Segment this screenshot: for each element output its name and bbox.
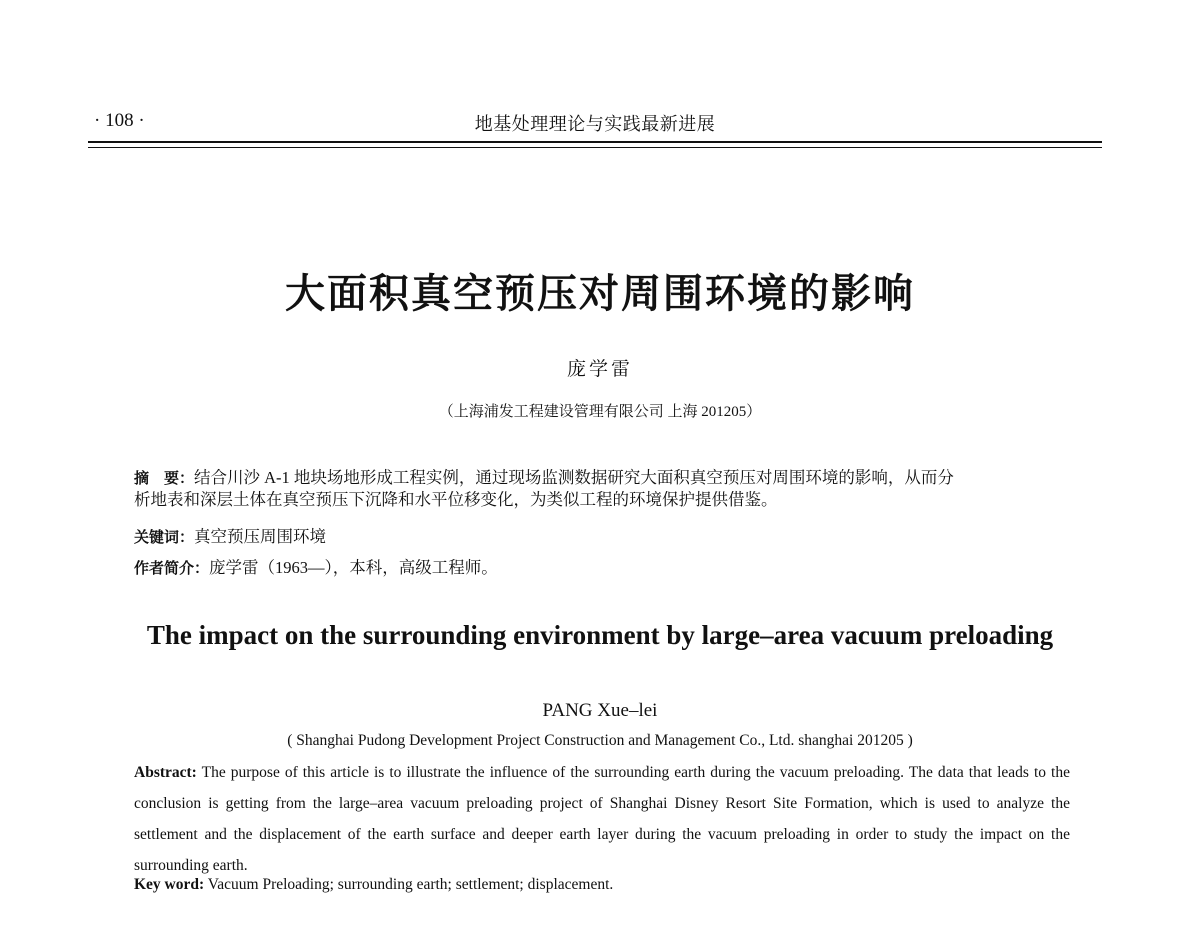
english-author: PANG Xue–lei <box>542 700 658 721</box>
chinese-abstract-line1: 结合川沙 A-1 地块场地形成工程实例，通过现场监测数据研究大面积真空预压对周围环境的影响，从而分 <box>194 468 954 487</box>
page-number: · 108 · <box>94 110 145 131</box>
chinese-title: 大面积真空预压对周围环境的影响 <box>285 271 915 317</box>
english-abstract-text: The purpose of this article is to illustrate the influence of the surrounding earth during the vacuum preloading. The data that leads to the conclusion is getting from the large–area vacuum preloading project of Shanghai Disney Resort Site Formation, which is used to analyze the settlement and the displacement of the earth surface and deeper earth layer during the vacuum preloading in order to study the impact on the surrounding earth. <box>134 764 1070 874</box>
english-abstract <box>134 757 1070 881</box>
english-keywords <box>134 876 1070 894</box>
chinese-bio-label: 作者简介： <box>134 559 210 577</box>
chinese-author: 庞学雷 <box>566 359 633 380</box>
chinese-abstract-label: 摘 要： <box>134 469 195 487</box>
chinese-keywords-text: 真空预压周围环境 <box>194 527 327 546</box>
english-affiliation: ( Shanghai Pudong Development Project Construction and Management Co., Ltd. shanghai 201205 ) <box>287 732 913 749</box>
journal-title: 地基处理理论与实践最新进展 <box>474 114 716 134</box>
chinese-abstract <box>134 467 1074 511</box>
chinese-keywords <box>134 526 1074 548</box>
english-keywords-label: Key word: <box>134 876 205 893</box>
running-header <box>88 108 1102 140</box>
chinese-author-bio <box>134 557 1074 579</box>
chinese-affiliation: （上海浦发工程建设管理有限公司 上海 201205） <box>438 404 762 420</box>
header-rule-thick <box>88 141 1102 143</box>
chinese-bio-text: 庞学雷（1963—），本科，高级工程师。 <box>209 558 498 577</box>
english-abstract-label: Abstract: <box>134 764 197 781</box>
header-rule-thin <box>88 147 1102 148</box>
chinese-keywords-label: 关键词： <box>134 528 195 546</box>
chinese-abstract-line2: 析地表和深层土体在真空预压下沉降和水平位移变化，为类似工程的环境保护提供借鉴。 <box>134 490 778 509</box>
english-keywords-text: Vacuum Preloading; surrounding earth; settlement; displacement. <box>207 876 614 893</box>
english-title: The impact on the surrounding environment by large–area vacuum preloading <box>146 620 1054 650</box>
